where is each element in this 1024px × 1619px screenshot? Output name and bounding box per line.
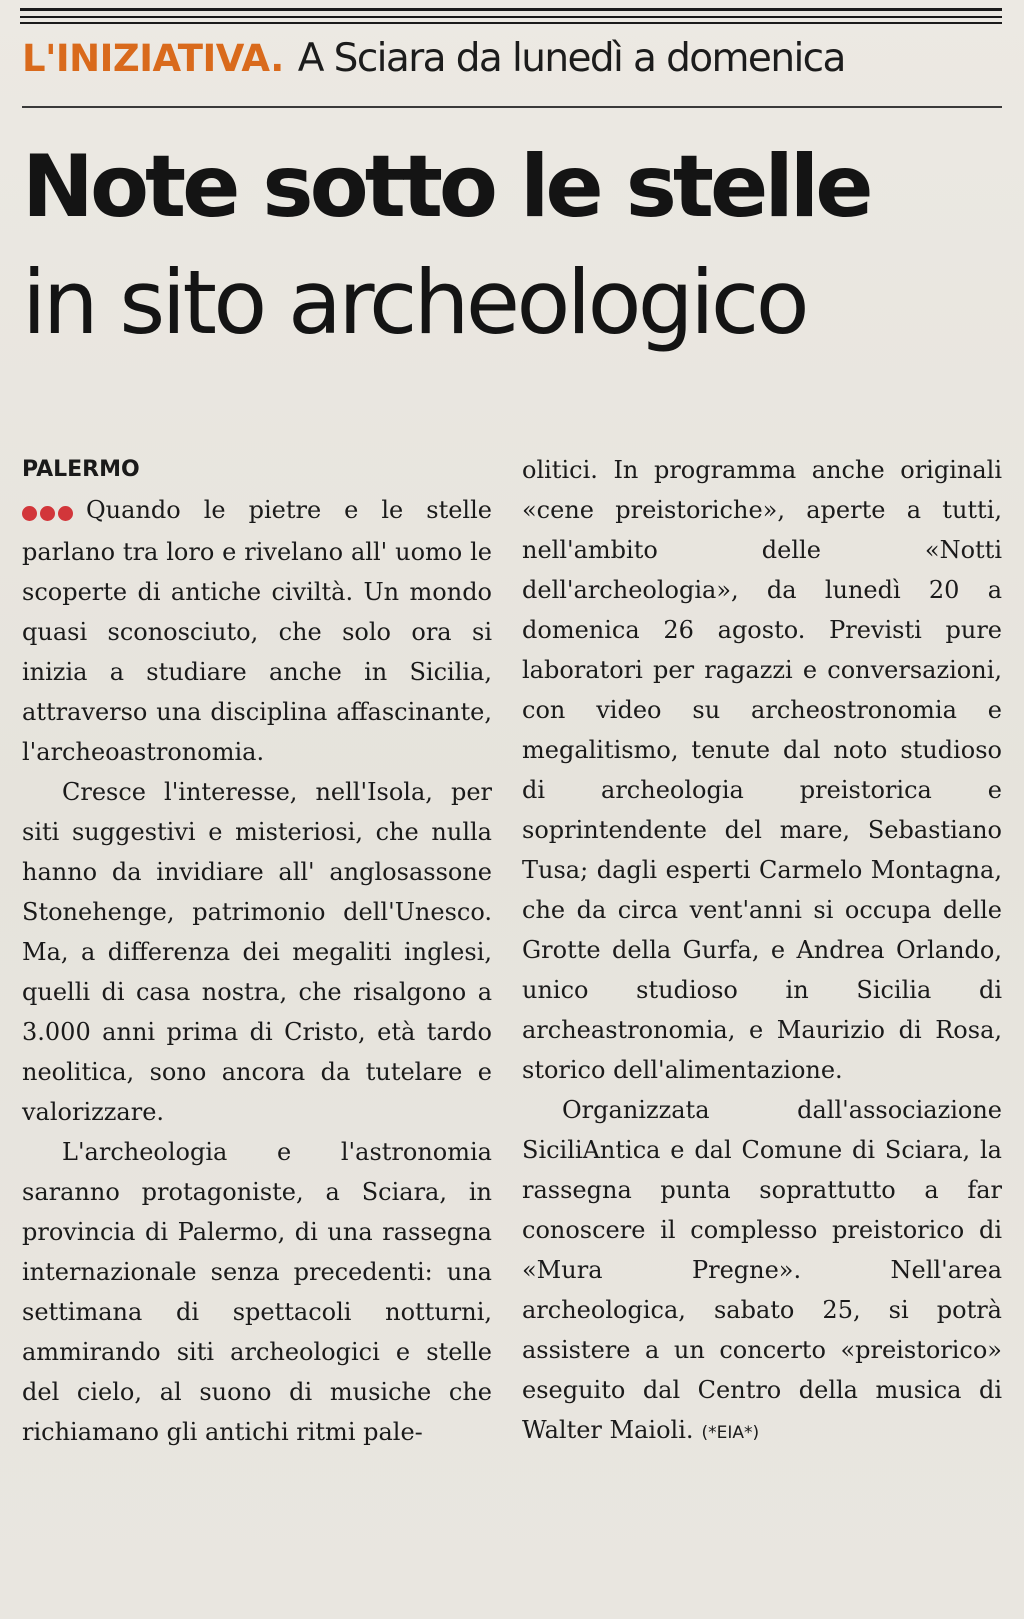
bullet-dots-icon [22, 492, 76, 532]
author-signature: (*EIA*) [701, 1423, 760, 1443]
top-rule [20, 8, 1002, 11]
paragraph-text: Organizzata dall'associazione SiciliAntica e dal Comune di Sciara, la rassegna punta soprattutto a far conoscere il complesso preistorico di «Mura Pregne». Nell'area archeologica, sabato 25, si potrà assistere a un concerto «preistorico» eseguito dal Centro della musica di Walter Maioli. [522, 1096, 1002, 1444]
article-paragraph [522, 1090, 1002, 1453]
dateline: PALERMO [22, 457, 140, 482]
article-column-left [22, 450, 492, 1452]
article-paragraph: Cresce l'interesse, nell'Isola, per siti suggestivi e misteriosi, che nulla hanno da invidiare all' anglosassone Stonehenge, patrimonio dell'Unesco. Ma, a differenza dei megaliti inglesi, quelli di casa nostra, che risalgono a 3.000 anni prima di Cristo, età tardo neolitica, sono ancora da tutelare e valorizzare. [22, 777, 492, 1126]
article-column-right [522, 450, 1002, 1453]
article-paragraph: L'archeologia e l'astronomia saranno protagoniste, a Sciara, in provincia di Palermo, di una rassegna internazionale senza precedenti: una settimana di spettacoli notturni, ammirando siti archeologici e stelle del cielo, al suono di musiche che richiamano gli antichi ritmi pale- [22, 1137, 492, 1446]
top-rule [20, 22, 1002, 24]
kicker-subtitle: A Sciara da lunedì a domenica [297, 36, 845, 81]
kicker [22, 36, 1002, 96]
headline-secondary: in sito archeologico [22, 251, 806, 354]
kicker-divider [22, 106, 1002, 108]
paragraph-text: Quando le pietre e le stelle parlano tra loro e rivelano all' uomo le scoperte di antiche civiltà. Un mondo quasi sconosciuto, che solo ora si inizia a studiare anche in Sicilia, attraverso una disciplina affascinante, l'archeoastronomia. [22, 496, 492, 766]
article-paragraph [22, 490, 492, 772]
top-rule [20, 16, 1002, 18]
article-paragraph: olitici. In programma anche originali «cene preistoriche», aperte a tutti, nell'ambito delle «Notti dell'archeologia», da lunedì 20 a domenica 26 agosto. Previsti pure laboratori per ragazzi e conversazioni, con video su archeostronomia e megalitismo, tenute dal noto studioso di archeologia preistorica e soprintendente del mare, Sebastiano Tusa; dagli esperti Carmelo Montagna, che da circa vent'anni si occupa delle Grotte della Gurfa, e Andrea Orlando, unico studioso in Sicilia di archeastronomia, e Maurizio di Rosa, storico dell'alimentazione. [522, 456, 1002, 1084]
kicker-label: L'INIZIATIVA. [22, 37, 284, 80]
headline-main: Note sotto le stelle [22, 137, 870, 237]
